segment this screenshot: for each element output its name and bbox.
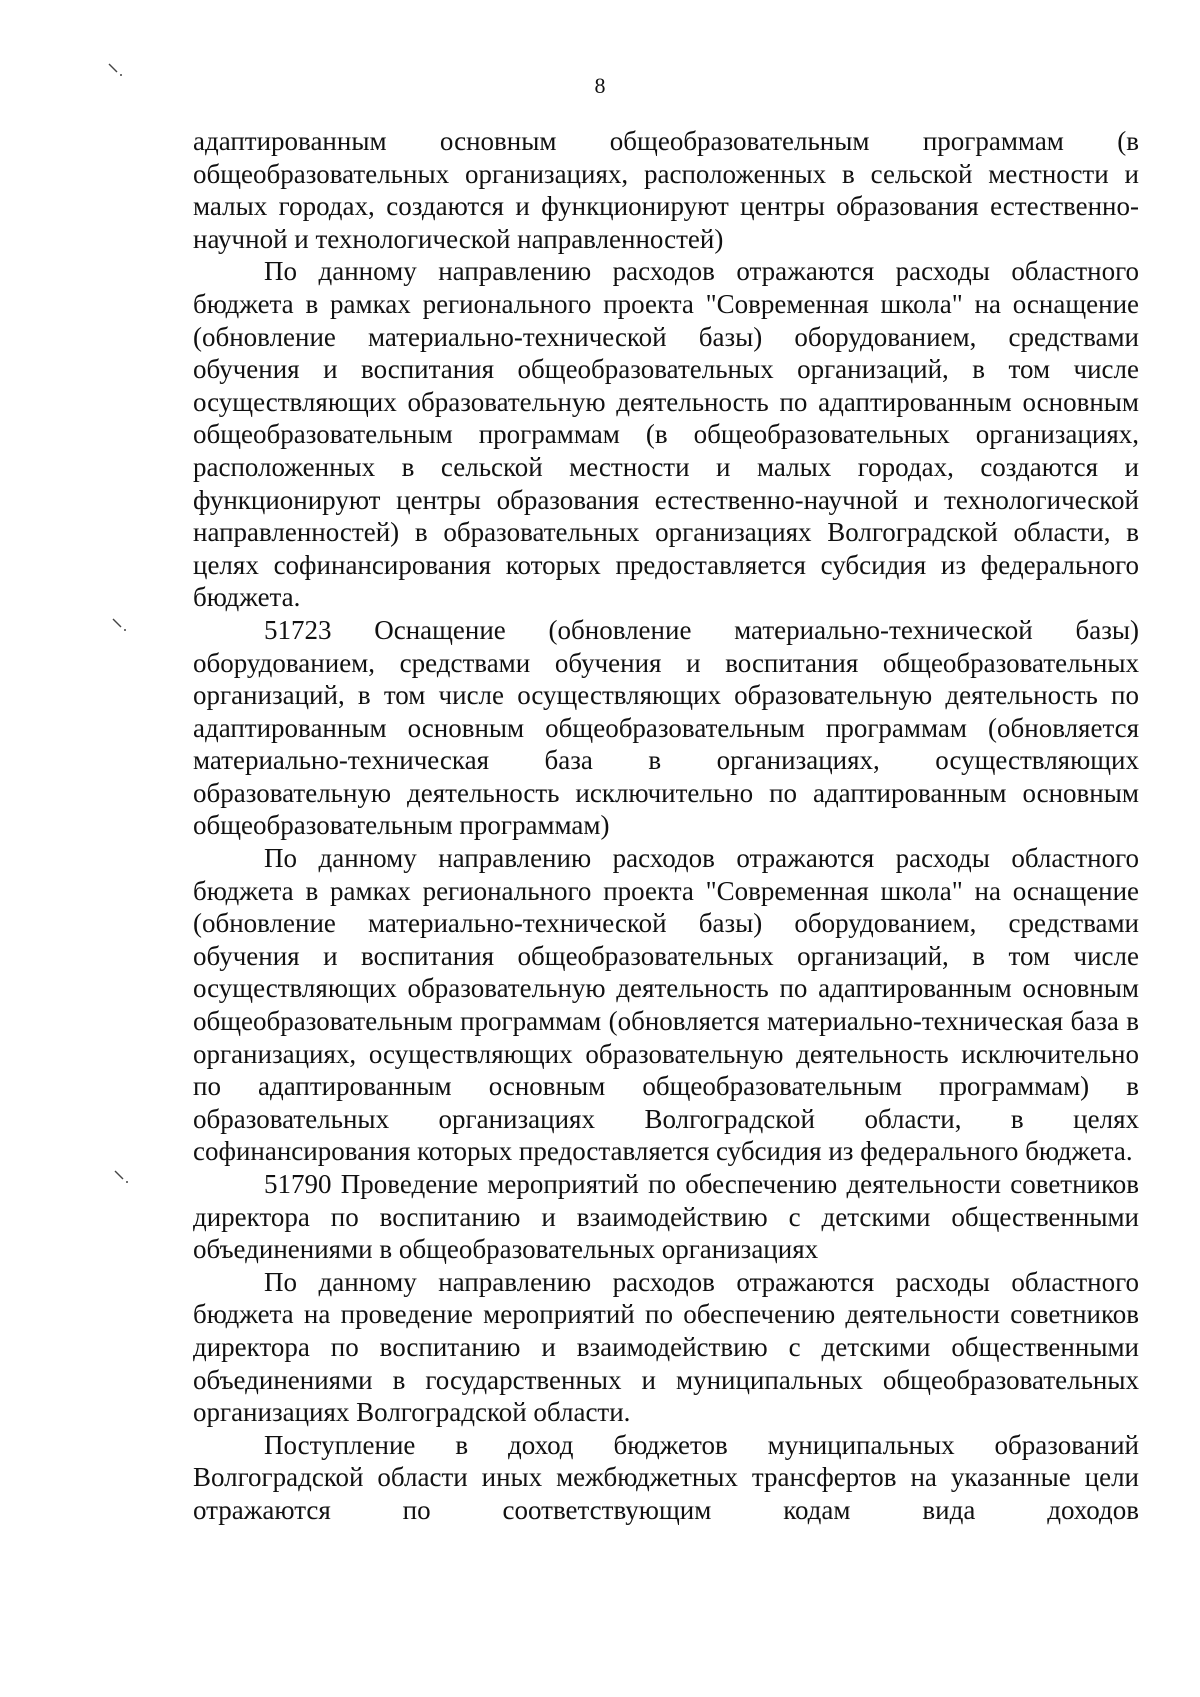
paragraph: По данному направлению расходов отражаются расходы областного бюджета в рамках регионального проекта "Современная школа" на оснащение (обновление материально-технической базы) оборудованием, средствами обучения и воспитания общеобразовательных организаций, в том числе осуществляющих образовательную деятельность по адаптированным основным общеобразовательным программам (в общеобразовательных организациях, расположенных в сельской местности и малых городах, создаются и функционируют центры образования естественно-научной и технологической направленностей) в образовательных организациях Волгоградской области, в целях софинансирования которых предоставляется субсидия из федерального бюджета. <box>193 256 1139 613</box>
scan-mark <box>112 618 128 632</box>
paragraph: По данному направлению расходов отражаются расходы областного бюджета на проведение мероприятий по обеспечению деятельности советников директора по воспитанию и взаимодействию с детскими общественными объединениями в государственных и муниципальных общеобразовательных организациях Волгоградской области. <box>193 1266 1139 1428</box>
paragraph: 51790 Проведение мероприятий по обеспечению деятельности советников директора по воспитанию и взаимодействию с детскими общественными объединениями в общеобразовательных организациях <box>193 1169 1139 1265</box>
paragraph: 51723 Оснащение (обновление материально-технической базы) оборудованием, средствами обучения и воспитания общеобразовательных организаций, в том числе осуществляющих образовательную деятельность по адаптированным основным общеобразовательным программам (обновляется материально-техническая база в организациях, осуществляющих образовательную деятельность исключительно по адаптированным основным общеобразовательным программам) <box>193 614 1139 841</box>
scan-mark <box>108 63 124 77</box>
paragraph: адаптированным основным общеобразовательным программам (в общеобразовательных организациях, расположенных в сельской местности и малых городах, создаются и функционируют центры образования естественно-научной и технологической направленностей) <box>193 126 1139 254</box>
scan-mark <box>114 1170 130 1184</box>
page-number: 8 <box>594 73 606 98</box>
paragraph: По данному направлению расходов отражаются расходы областного бюджета в рамках регионального проекта "Современная школа" на оснащение (обновление материально-технической базы) оборудованием, средствами обучения и воспитания общеобразовательных организаций, в том числе осуществляющих образовательную деятельность по адаптированным основным общеобразовательным программам (обновляется материально-техническая база в организациях, осуществляющих образовательную деятельность исключительно по адаптированным основным общеобразовательным программам) в образовательных организациях Волгоградской области, в целях софинансирования которых предоставляется субсидия из федерального бюджета. <box>193 843 1139 1167</box>
paragraph: Поступление в доход бюджетов муниципальных образований Волгоградской области иных межбюджетных трансфертов на указанные цели отражаются по соответствующим кодам вида доходов <box>193 1429 1139 1525</box>
document-body <box>193 125 1139 1527</box>
